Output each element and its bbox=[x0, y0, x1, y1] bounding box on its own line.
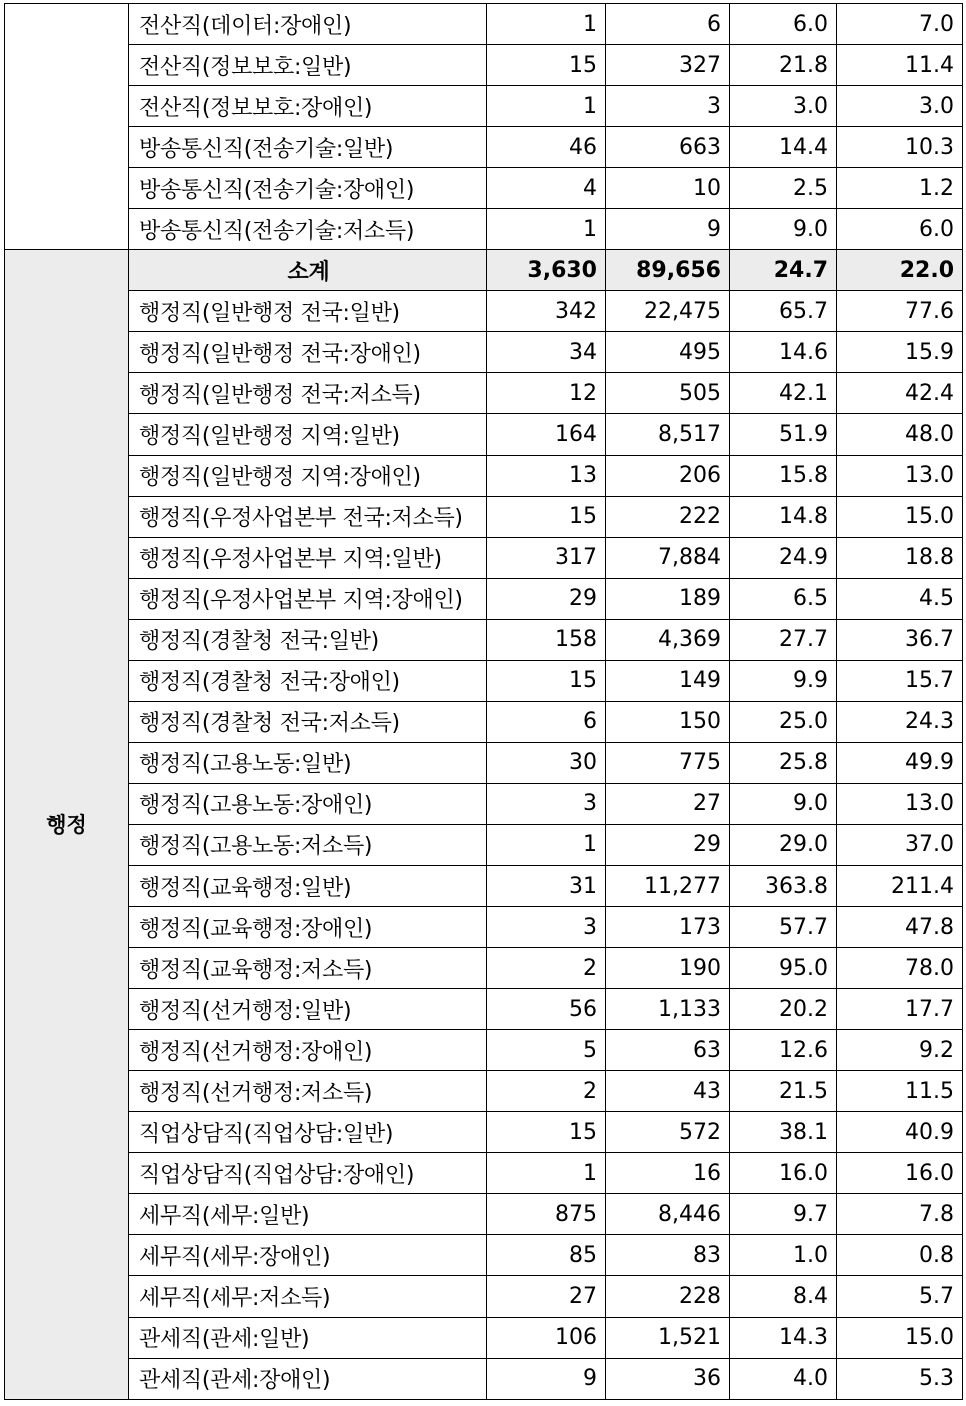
ratio-d-cell: 77.6 bbox=[837, 291, 963, 332]
table-row bbox=[5, 701, 963, 742]
job-name-cell: 행정직(경찰청 전국:일반) bbox=[129, 619, 487, 660]
count-b-cell: 8,446 bbox=[606, 1194, 730, 1235]
ratio-d-cell: 9.2 bbox=[837, 1030, 963, 1071]
table-row bbox=[5, 824, 963, 865]
count-a-cell: 4 bbox=[487, 168, 606, 209]
job-name-cell: 관세직(관세:장애인) bbox=[129, 1358, 487, 1399]
count-a-cell: 27 bbox=[487, 1276, 606, 1317]
job-name-cell: 행정직(선거행정:일반) bbox=[129, 989, 487, 1030]
job-name-cell: 관세직(관세:일반) bbox=[129, 1317, 487, 1358]
ratio-c-cell: 14.3 bbox=[730, 1317, 837, 1358]
ratio-d-cell: 40.9 bbox=[837, 1112, 963, 1153]
job-name-cell: 소계 bbox=[129, 250, 487, 291]
count-b-cell: 83 bbox=[606, 1235, 730, 1276]
ratio-c-cell: 9.9 bbox=[730, 660, 837, 701]
ratio-d-cell: 16.0 bbox=[837, 1153, 963, 1194]
job-name-cell: 행정직(선거행정:장애인) bbox=[129, 1030, 487, 1071]
job-name-cell: 세무직(세무:저소득) bbox=[129, 1276, 487, 1317]
ratio-d-cell: 7.0 bbox=[837, 4, 963, 45]
ratio-c-cell: 38.1 bbox=[730, 1112, 837, 1153]
count-b-cell: 1,133 bbox=[606, 989, 730, 1030]
ratio-d-cell: 11.5 bbox=[837, 1071, 963, 1112]
ratio-c-cell: 95.0 bbox=[730, 948, 837, 989]
table-row bbox=[5, 1112, 963, 1153]
job-name-cell: 행정직(교육행정:저소득) bbox=[129, 948, 487, 989]
count-a-cell: 31 bbox=[487, 865, 606, 906]
table-row bbox=[5, 1194, 963, 1235]
ratio-d-cell: 18.8 bbox=[837, 537, 963, 578]
count-b-cell: 8,517 bbox=[606, 414, 730, 455]
count-b-cell: 27 bbox=[606, 783, 730, 824]
ratio-c-cell: 2.5 bbox=[730, 168, 837, 209]
count-a-cell: 2 bbox=[487, 948, 606, 989]
job-name-cell: 행정직(일반행정 전국:장애인) bbox=[129, 332, 487, 373]
count-a-cell: 12 bbox=[487, 373, 606, 414]
job-name-cell: 행정직(고용노동:저소득) bbox=[129, 824, 487, 865]
count-b-cell: 89,656 bbox=[606, 250, 730, 291]
table-row bbox=[5, 4, 963, 45]
ratio-c-cell: 14.4 bbox=[730, 127, 837, 168]
ratio-c-cell: 14.8 bbox=[730, 496, 837, 537]
job-name-cell: 전산직(데이터:장애인) bbox=[129, 4, 487, 45]
ratio-c-cell: 6.5 bbox=[730, 578, 837, 619]
job-name-cell: 행정직(선거행정:저소득) bbox=[129, 1071, 487, 1112]
ratio-d-cell: 0.8 bbox=[837, 1235, 963, 1276]
count-b-cell: 150 bbox=[606, 701, 730, 742]
ratio-c-cell: 21.8 bbox=[730, 45, 837, 86]
ratio-d-cell: 211.4 bbox=[837, 865, 963, 906]
count-a-cell: 85 bbox=[487, 1235, 606, 1276]
job-name-cell: 행정직(일반행정 전국:저소득) bbox=[129, 373, 487, 414]
ratio-d-cell: 5.3 bbox=[837, 1358, 963, 1399]
table-row bbox=[5, 865, 963, 906]
count-a-cell: 5 bbox=[487, 1030, 606, 1071]
ratio-d-cell: 3.0 bbox=[837, 86, 963, 127]
count-b-cell: 3 bbox=[606, 86, 730, 127]
count-b-cell: 43 bbox=[606, 1071, 730, 1112]
job-name-cell: 행정직(우정사업본부 지역:장애인) bbox=[129, 578, 487, 619]
subtotal-row bbox=[5, 250, 963, 291]
ratio-d-cell: 1.2 bbox=[837, 168, 963, 209]
count-a-cell: 15 bbox=[487, 496, 606, 537]
ratio-d-cell: 42.4 bbox=[837, 373, 963, 414]
ratio-d-cell: 4.5 bbox=[837, 578, 963, 619]
table-row bbox=[5, 660, 963, 701]
ratio-d-cell: 15.0 bbox=[837, 1317, 963, 1358]
ratio-d-cell: 6.0 bbox=[837, 209, 963, 250]
count-a-cell: 30 bbox=[487, 742, 606, 783]
count-a-cell: 1 bbox=[487, 4, 606, 45]
table-row bbox=[5, 578, 963, 619]
count-b-cell: 22,475 bbox=[606, 291, 730, 332]
ratio-d-cell: 5.7 bbox=[837, 1276, 963, 1317]
count-a-cell: 3 bbox=[487, 783, 606, 824]
table-row bbox=[5, 209, 963, 250]
ratio-d-cell: 49.9 bbox=[837, 742, 963, 783]
ratio-d-cell: 7.8 bbox=[837, 1194, 963, 1235]
count-a-cell: 3 bbox=[487, 907, 606, 948]
table-row bbox=[5, 989, 963, 1030]
ratio-d-cell: 11.4 bbox=[837, 45, 963, 86]
job-name-cell: 행정직(경찰청 전국:장애인) bbox=[129, 660, 487, 701]
job-name-cell: 행정직(고용노동:장애인) bbox=[129, 783, 487, 824]
count-a-cell: 1 bbox=[487, 1153, 606, 1194]
table-row bbox=[5, 45, 963, 86]
count-b-cell: 572 bbox=[606, 1112, 730, 1153]
ratio-d-cell: 47.8 bbox=[837, 907, 963, 948]
table-row bbox=[5, 168, 963, 209]
count-b-cell: 1,521 bbox=[606, 1317, 730, 1358]
ratio-c-cell: 27.7 bbox=[730, 619, 837, 660]
ratio-c-cell: 51.9 bbox=[730, 414, 837, 455]
count-a-cell: 317 bbox=[487, 537, 606, 578]
ratio-c-cell: 16.0 bbox=[730, 1153, 837, 1194]
count-a-cell: 3,630 bbox=[487, 250, 606, 291]
job-name-cell: 전산직(정보보호:장애인) bbox=[129, 86, 487, 127]
count-a-cell: 158 bbox=[487, 619, 606, 660]
ratio-d-cell: 15.7 bbox=[837, 660, 963, 701]
table-row bbox=[5, 332, 963, 373]
ratio-c-cell: 25.8 bbox=[730, 742, 837, 783]
count-b-cell: 11,277 bbox=[606, 865, 730, 906]
count-a-cell: 15 bbox=[487, 1112, 606, 1153]
count-a-cell: 342 bbox=[487, 291, 606, 332]
job-name-cell: 행정직(고용노동:일반) bbox=[129, 742, 487, 783]
count-b-cell: 10 bbox=[606, 168, 730, 209]
ratio-d-cell: 22.0 bbox=[837, 250, 963, 291]
ratio-c-cell: 6.0 bbox=[730, 4, 837, 45]
count-a-cell: 1 bbox=[487, 86, 606, 127]
count-b-cell: 327 bbox=[606, 45, 730, 86]
ratio-c-cell: 8.4 bbox=[730, 1276, 837, 1317]
table-row bbox=[5, 537, 963, 578]
ratio-c-cell: 4.0 bbox=[730, 1358, 837, 1399]
count-a-cell: 13 bbox=[487, 455, 606, 496]
job-name-cell: 행정직(교육행정:일반) bbox=[129, 865, 487, 906]
ratio-c-cell: 14.6 bbox=[730, 332, 837, 373]
ratio-c-cell: 12.6 bbox=[730, 1030, 837, 1071]
ratio-c-cell: 29.0 bbox=[730, 824, 837, 865]
ratio-c-cell: 20.2 bbox=[730, 989, 837, 1030]
count-b-cell: 29 bbox=[606, 824, 730, 865]
table-row bbox=[5, 1071, 963, 1112]
job-name-cell: 방송통신직(전송기술:저소득) bbox=[129, 209, 487, 250]
count-a-cell: 106 bbox=[487, 1317, 606, 1358]
table-row bbox=[5, 291, 963, 332]
count-b-cell: 775 bbox=[606, 742, 730, 783]
count-a-cell: 2 bbox=[487, 1071, 606, 1112]
table-row bbox=[5, 1235, 963, 1276]
ratio-d-cell: 36.7 bbox=[837, 619, 963, 660]
count-b-cell: 4,369 bbox=[606, 619, 730, 660]
count-b-cell: 9 bbox=[606, 209, 730, 250]
job-name-cell: 전산직(정보보호:일반) bbox=[129, 45, 487, 86]
table-row bbox=[5, 619, 963, 660]
count-a-cell: 9 bbox=[487, 1358, 606, 1399]
job-name-cell: 행정직(우정사업본부 지역:일반) bbox=[129, 537, 487, 578]
count-b-cell: 505 bbox=[606, 373, 730, 414]
table-row bbox=[5, 127, 963, 168]
table-row bbox=[5, 1153, 963, 1194]
ratio-d-cell: 15.0 bbox=[837, 496, 963, 537]
count-b-cell: 7,884 bbox=[606, 537, 730, 578]
ratio-d-cell: 10.3 bbox=[837, 127, 963, 168]
count-b-cell: 495 bbox=[606, 332, 730, 373]
ratio-c-cell: 24.9 bbox=[730, 537, 837, 578]
ratio-c-cell: 57.7 bbox=[730, 907, 837, 948]
ratio-d-cell: 13.0 bbox=[837, 455, 963, 496]
table-row bbox=[5, 496, 963, 537]
count-a-cell: 29 bbox=[487, 578, 606, 619]
ratio-d-cell: 15.9 bbox=[837, 332, 963, 373]
job-name-cell: 행정직(교육행정:장애인) bbox=[129, 907, 487, 948]
count-a-cell: 46 bbox=[487, 127, 606, 168]
ratio-c-cell: 1.0 bbox=[730, 1235, 837, 1276]
count-a-cell: 875 bbox=[487, 1194, 606, 1235]
ratio-c-cell: 42.1 bbox=[730, 373, 837, 414]
table-row bbox=[5, 1030, 963, 1071]
job-name-cell: 세무직(세무:장애인) bbox=[129, 1235, 487, 1276]
job-name-cell: 행정직(일반행정 전국:일반) bbox=[129, 291, 487, 332]
count-b-cell: 63 bbox=[606, 1030, 730, 1071]
count-b-cell: 190 bbox=[606, 948, 730, 989]
count-a-cell: 6 bbox=[487, 701, 606, 742]
ratio-d-cell: 37.0 bbox=[837, 824, 963, 865]
count-a-cell: 1 bbox=[487, 824, 606, 865]
job-name-cell: 행정직(우정사업본부 전국:저소득) bbox=[129, 496, 487, 537]
category-cell: 행정 bbox=[5, 250, 129, 1399]
table-row bbox=[5, 414, 963, 455]
ratio-c-cell: 9.0 bbox=[730, 783, 837, 824]
ratio-c-cell: 15.8 bbox=[730, 455, 837, 496]
ratio-d-cell: 48.0 bbox=[837, 414, 963, 455]
table-row bbox=[5, 1358, 963, 1399]
table-row bbox=[5, 783, 963, 824]
count-b-cell: 206 bbox=[606, 455, 730, 496]
count-b-cell: 663 bbox=[606, 127, 730, 168]
count-a-cell: 56 bbox=[487, 989, 606, 1030]
count-b-cell: 16 bbox=[606, 1153, 730, 1194]
count-b-cell: 222 bbox=[606, 496, 730, 537]
table-row bbox=[5, 907, 963, 948]
job-name-cell: 방송통신직(전송기술:장애인) bbox=[129, 168, 487, 209]
count-b-cell: 36 bbox=[606, 1358, 730, 1399]
ratio-c-cell: 24.7 bbox=[730, 250, 837, 291]
ratio-c-cell: 9.7 bbox=[730, 1194, 837, 1235]
job-name-cell: 세무직(세무:일반) bbox=[129, 1194, 487, 1235]
ratio-d-cell: 13.0 bbox=[837, 783, 963, 824]
category-cell bbox=[5, 4, 129, 250]
ratio-c-cell: 3.0 bbox=[730, 86, 837, 127]
table-row bbox=[5, 455, 963, 496]
job-name-cell: 방송통신직(전송기술:일반) bbox=[129, 127, 487, 168]
ratio-c-cell: 9.0 bbox=[730, 209, 837, 250]
job-name-cell: 직업상담직(직업상담:일반) bbox=[129, 1112, 487, 1153]
count-b-cell: 149 bbox=[606, 660, 730, 701]
job-name-cell: 직업상담직(직업상담:장애인) bbox=[129, 1153, 487, 1194]
table-row bbox=[5, 1276, 963, 1317]
count-a-cell: 1 bbox=[487, 209, 606, 250]
table-row bbox=[5, 373, 963, 414]
ratio-c-cell: 65.7 bbox=[730, 291, 837, 332]
table-row bbox=[5, 86, 963, 127]
count-a-cell: 164 bbox=[487, 414, 606, 455]
ratio-d-cell: 78.0 bbox=[837, 948, 963, 989]
ratio-d-cell: 24.3 bbox=[837, 701, 963, 742]
recruitment-table bbox=[4, 3, 963, 1400]
job-name-cell: 행정직(일반행정 지역:장애인) bbox=[129, 455, 487, 496]
count-b-cell: 173 bbox=[606, 907, 730, 948]
job-name-cell: 행정직(일반행정 지역:일반) bbox=[129, 414, 487, 455]
ratio-c-cell: 363.8 bbox=[730, 865, 837, 906]
count-b-cell: 189 bbox=[606, 578, 730, 619]
job-name-cell: 행정직(경찰청 전국:저소득) bbox=[129, 701, 487, 742]
ratio-c-cell: 21.5 bbox=[730, 1071, 837, 1112]
ratio-c-cell: 25.0 bbox=[730, 701, 837, 742]
table-body bbox=[5, 4, 963, 1400]
count-a-cell: 34 bbox=[487, 332, 606, 373]
count-a-cell: 15 bbox=[487, 45, 606, 86]
table-row bbox=[5, 948, 963, 989]
count-b-cell: 6 bbox=[606, 4, 730, 45]
table-row bbox=[5, 1317, 963, 1358]
count-b-cell: 228 bbox=[606, 1276, 730, 1317]
count-a-cell: 15 bbox=[487, 660, 606, 701]
ratio-d-cell: 17.7 bbox=[837, 989, 963, 1030]
table-row bbox=[5, 742, 963, 783]
